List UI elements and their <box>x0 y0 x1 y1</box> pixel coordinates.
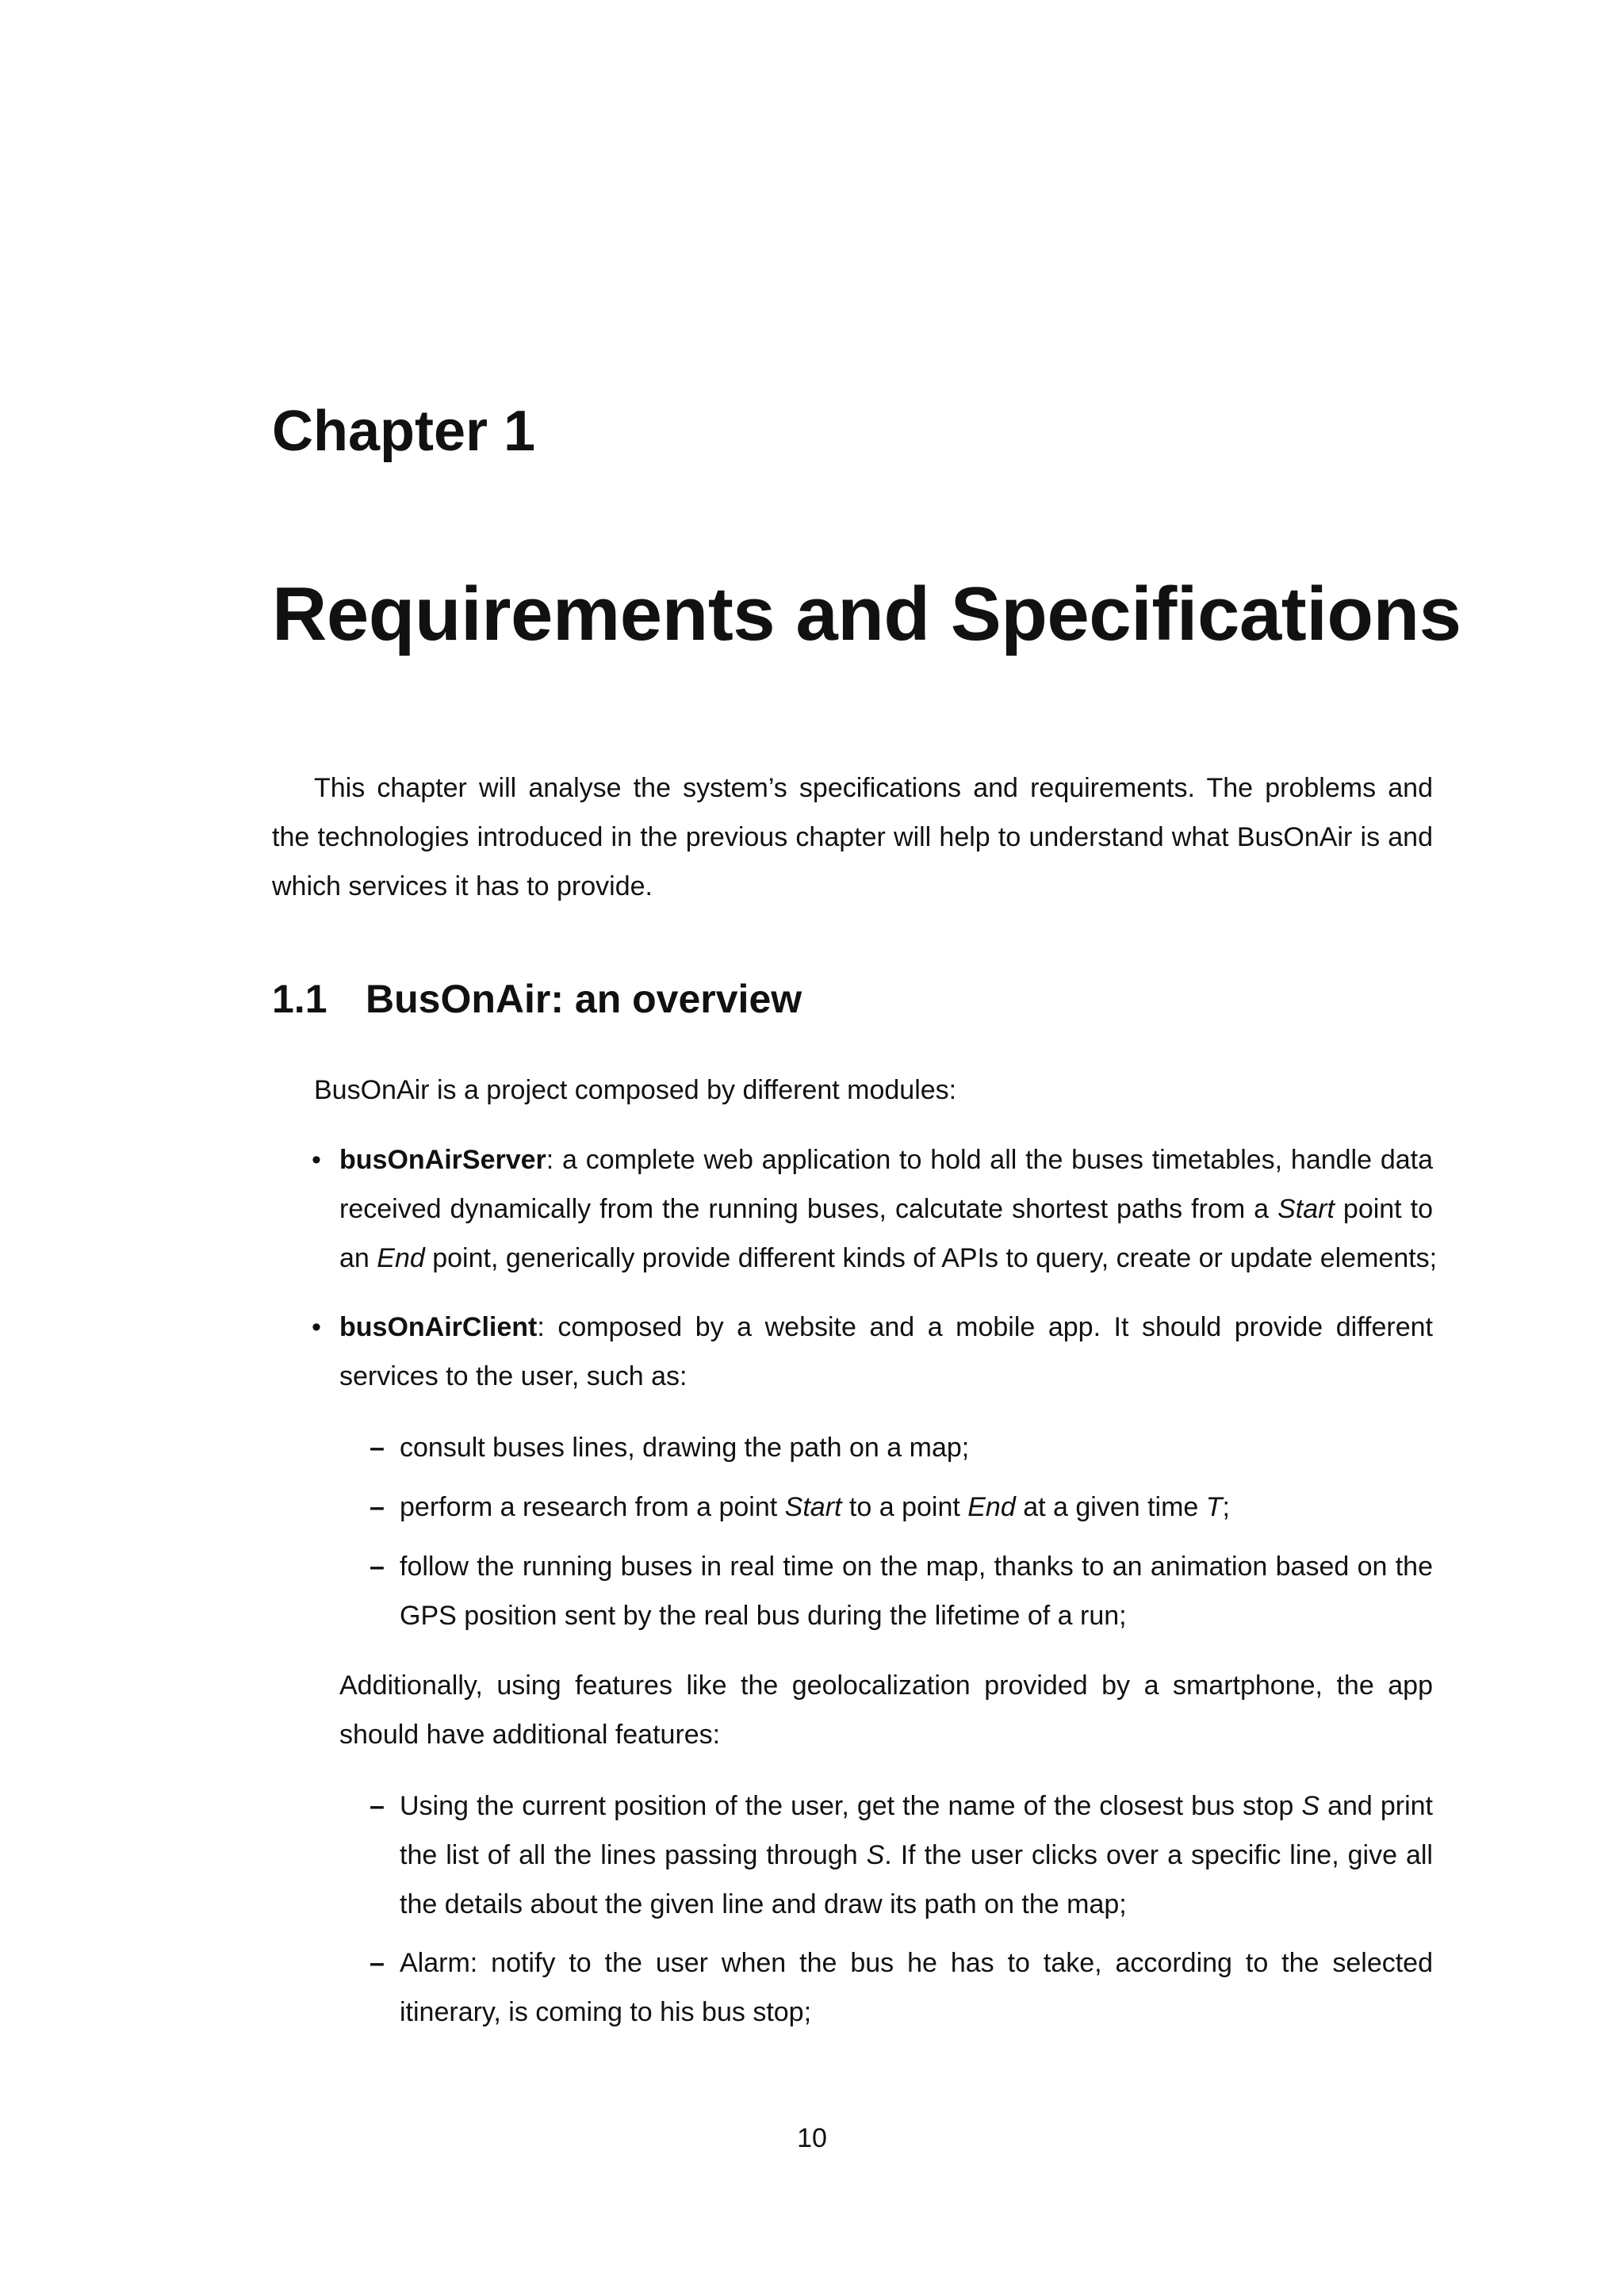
additional-paragraph <box>339 1661 1433 1759</box>
sub-list-item-line: the details about the given line and draw its path on the map; <box>400 1889 1127 1919</box>
list-item-line <box>339 1135 1433 1184</box>
list-item-text: point to <box>1334 1194 1433 1224</box>
intro-line: which services it has to provide. <box>272 871 653 901</box>
bullet-marker: • <box>312 1312 321 1342</box>
bullet-marker: • <box>312 1145 321 1175</box>
list-item-line: services to the user, such as: <box>339 1361 688 1391</box>
sub-list-item-line: GPS position sent by the real bus during the lifetime of a run; <box>400 1601 1127 1631</box>
chapter-title: Requirements and Specifications <box>272 572 1461 656</box>
list-item-text: : a complete web application to hold all the buses timetables, handle data <box>546 1145 1433 1175</box>
sub-list-item <box>400 1542 1433 1640</box>
section-title: BusOnAir: an overview <box>366 977 802 1021</box>
emphasis: Start <box>1277 1194 1335 1224</box>
emphasis: T <box>1205 1492 1223 1522</box>
emphasis: Start <box>784 1492 842 1522</box>
sub-list-item-text: to a point <box>841 1492 968 1522</box>
emphasis: End <box>967 1492 1016 1522</box>
dash-marker: – <box>370 1791 385 1821</box>
intro-line: This chapter will analyse the system’s specifications and requirements. The problems and <box>314 773 1433 803</box>
section-lead <box>314 1066 1433 1115</box>
term-server: busOnAirServer <box>339 1145 546 1175</box>
sub-list-item <box>400 1781 1433 1929</box>
sub-list-item-text: and print <box>1320 1791 1433 1821</box>
sub-list-item-text: at a given time <box>1015 1492 1206 1522</box>
sub-list-item-line <box>400 1483 1433 1532</box>
list-item-text: : composed by a website and a mobile app. It should provide different <box>537 1312 1433 1342</box>
dash-marker: – <box>370 1948 385 1978</box>
lead-line: BusOnAir is a project composed by different modules: <box>314 1075 957 1105</box>
list-item-text: an <box>339 1243 377 1273</box>
sub-list-item-line: follow the running buses in real time on the map, thanks to an animation based on the <box>400 1552 1433 1582</box>
intro-line: the technologies introduced in the previous chapter will help to understand what BusOnAir is and <box>272 822 1433 852</box>
sub-list-item-line: itinerary, is coming to his bus stop; <box>400 1997 812 2027</box>
sub-list-item <box>400 1423 1433 1472</box>
list-item-line <box>339 1303 1433 1352</box>
additional-line: should have additional features: <box>339 1720 721 1750</box>
list-item <box>339 1135 1438 1283</box>
sub-list-item-line: consult buses lines, drawing the path on a map; <box>400 1433 970 1463</box>
emphasis: S <box>866 1840 885 1870</box>
sub-list-item-line: Alarm: notify to the user when the bus he has to take, according to the selected <box>400 1948 1433 1978</box>
sub-list-item-line <box>400 1831 1433 1880</box>
sub-list-item <box>400 1483 1433 1532</box>
section-heading <box>272 979 802 1019</box>
list-item-text: point, generically provide different kinds of APIs to query, create or update elements; <box>424 1243 1438 1273</box>
dash-marker: – <box>370 1552 385 1582</box>
sub-list-item-text: Using the current position of the user, get the name of the closest bus stop <box>400 1791 1302 1821</box>
list-item-line <box>339 1184 1433 1234</box>
sub-list-item-text: the list of all the lines passing through <box>400 1840 867 1870</box>
emphasis: S <box>1301 1791 1320 1821</box>
dash-marker: – <box>370 1433 385 1463</box>
list-item <box>339 1303 1433 1401</box>
list-item-line <box>339 1234 1438 1283</box>
sub-list-item-text: . If the user clicks over a specific line, give all <box>884 1840 1433 1870</box>
intro-paragraph <box>272 763 1433 911</box>
emphasis: End <box>377 1243 425 1273</box>
chapter-label: Chapter 1 <box>272 400 536 463</box>
term-client: busOnAirClient <box>339 1312 538 1342</box>
page-number: 10 <box>797 2123 827 2153</box>
list-item-text: received dynamically from the running buses, calcutate shortest paths from a <box>339 1194 1278 1224</box>
additional-line: Additionally, using features like the geolocalization provided by a smartphone, the app <box>339 1670 1433 1701</box>
section-number: 1.1 <box>272 977 327 1021</box>
sub-list-item-text: perform a research from a point <box>400 1492 785 1522</box>
dash-marker: – <box>370 1492 385 1522</box>
sub-list-item-line <box>400 1781 1433 1831</box>
sub-list-item <box>400 1938 1433 2037</box>
sub-list-item-text: ; <box>1222 1492 1230 1522</box>
